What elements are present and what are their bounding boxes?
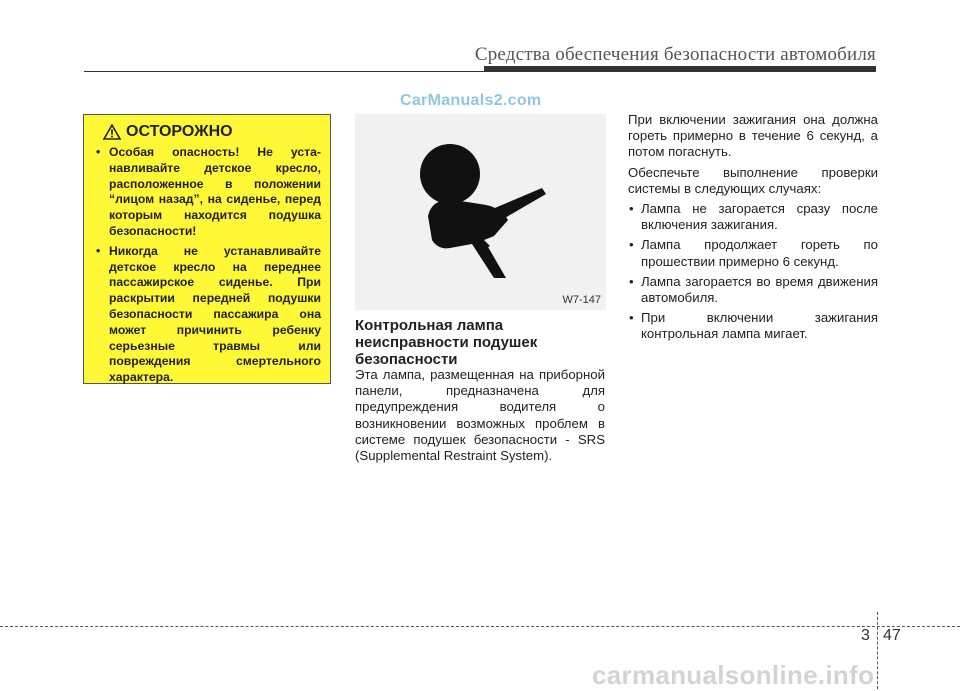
warning-title-row — [103, 123, 321, 141]
warning-box — [83, 114, 331, 384]
right-paragraph-2: Обеспечьте выполнение проверки системы в следующих случаях: — [628, 164, 878, 196]
right-bullet-list — [628, 201, 878, 343]
list-item: • Лампа не загорается сразу после включения зажигания. — [628, 201, 878, 233]
warning-list — [95, 145, 321, 386]
watermark-bottom: carmanualsonline.info — [592, 660, 875, 690]
airbag-warning-icon — [410, 140, 550, 280]
list-item: • Лампа загорается во время движения автомобиля. — [628, 274, 878, 306]
section-paragraph: Эта лампа, размещенная на приборной панели, предназначена для предупреждения водителя о возникновении возможных проблем в системе подушек безопасности - SRS (Supplemental Restraint System). — [355, 367, 605, 464]
section-heading: Контрольная лампа неисправности подушек безопасности — [355, 317, 538, 368]
warning-item: • Никогда не устанавливайте детское кресло на переднее пассажирское сиденье. При раскрытии передней подушки безопасности пассажира она может причинить ребенку серьезные травмы или повреждения смертельного характера. — [95, 244, 321, 386]
footer-page-separator — [877, 612, 878, 689]
list-item: • Лампа продолжает гореть по прошествии примерно 6 секунд. — [628, 237, 878, 269]
footer-dashed-rule — [0, 626, 960, 627]
right-column — [628, 112, 878, 347]
watermark-top: CarManuals2.com — [400, 92, 542, 109]
list-item: • При включении зажигания контрольная лампа мигает. — [628, 310, 878, 342]
right-paragraph-1: При включении зажигания она должна гореть примерно в течение 6 секунд, а потом погаснуть. — [628, 112, 878, 160]
figure-code: W7-147 — [562, 294, 601, 306]
warning-title: ОСТОРОЖНО — [126, 123, 233, 140]
page-number: 47 — [883, 627, 901, 644]
warning-item: • Особая опасность! Не уста-навливайте детское кресло, расположенное в положении “лицом назад”, на сиденье, перед которым находится подушка безопасности! — [95, 145, 321, 240]
warning-triangle-icon — [103, 124, 121, 140]
header-rule-thin — [84, 71, 484, 72]
figure-panel — [355, 114, 606, 310]
chapter-number: 3 — [861, 627, 870, 644]
page-header-title: Средства обеспечения безопасности автомобиля — [474, 44, 876, 65]
header-rule-thick — [484, 66, 876, 72]
